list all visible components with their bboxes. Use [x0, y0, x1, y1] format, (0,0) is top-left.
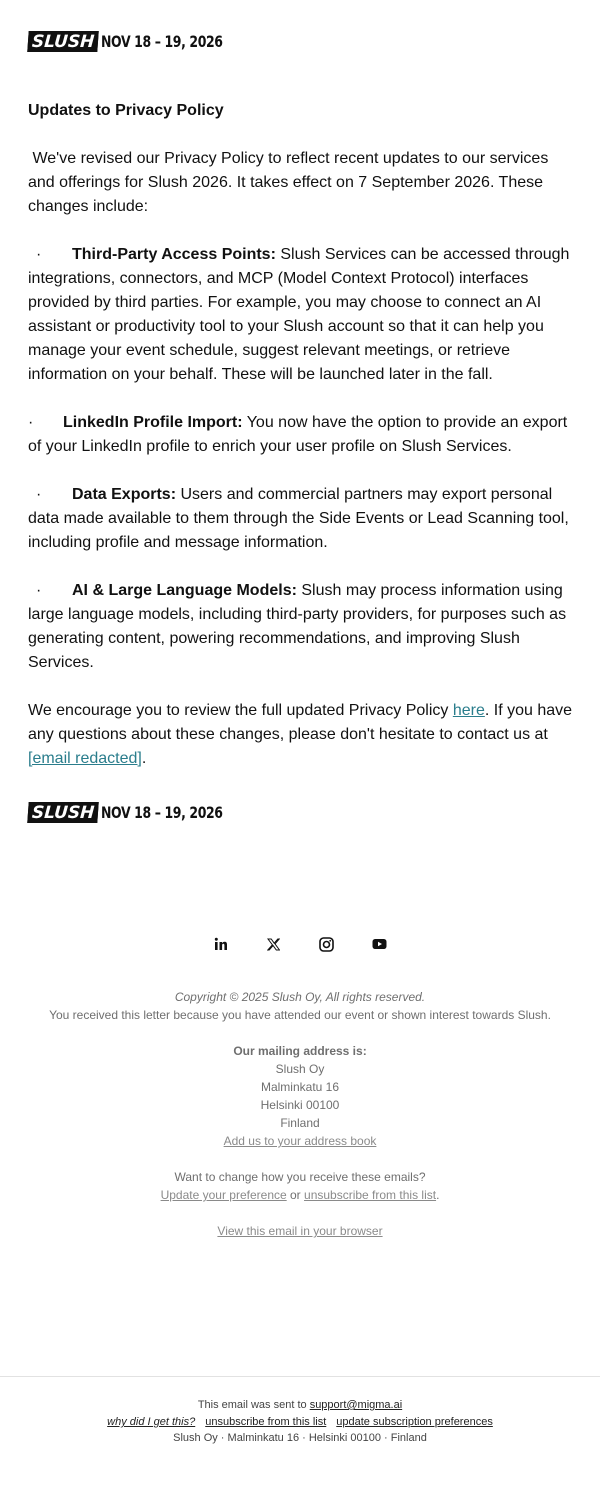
- address-line: Malminkatu 16: [260, 1080, 340, 1094]
- bullet-ai-llm: [28, 579, 574, 675]
- bullet-heading: AI & Large Language Models:: [72, 582, 297, 599]
- bottom-sent-to: [0, 1397, 600, 1414]
- bullet-linkedin: [28, 411, 574, 459]
- footer-copyright: [0, 988, 600, 1024]
- x-icon[interactable]: [265, 935, 283, 953]
- bullet-text: Slush Services can be accessed through integrations, connectors, and MCP (Model Context Protocol) interfaces provided by third parties. For example, you may choose to connect an AI assistant or productivity tool to your Slush account so that it can help you manage your event schedule, suggest relevant meetings, or retrieve information on your behalf. These will be launched later in the fall.: [28, 246, 570, 383]
- event-dates: NOV 18 – 19, 2026: [101, 803, 224, 822]
- address-line: Finland: [280, 1116, 320, 1130]
- closing-text: . If you have any questions about these changes, please don't hesitate to contact us at: [28, 702, 573, 743]
- address-book-link[interactable]: Add us to your address book: [223, 1134, 377, 1148]
- period-text: .: [436, 1188, 440, 1202]
- bullet-data-exports: [28, 483, 574, 555]
- youtube-icon[interactable]: [371, 935, 389, 953]
- bullet-text: Users and commercial partners may export personal data made available to them through the Side Events or Lead Scanning tool, including profile and message information.: [28, 486, 569, 551]
- bottom-address: Slush Oy · Malminkatu 16 · Helsinki 00100 · Finland: [173, 1432, 427, 1444]
- closing-paragraph: [28, 699, 574, 771]
- bullet-marker: ·: [28, 414, 34, 431]
- footer-logo[interactable]: [28, 802, 257, 823]
- privacy-policy-link[interactable]: here: [452, 702, 485, 719]
- contact-email-link[interactable]: [email redacted]: [28, 750, 142, 767]
- slush-logo: SLUSH: [27, 802, 99, 823]
- sent-to-text: This email was sent to: [197, 1399, 310, 1411]
- reason-text: You received this letter because you have attended our event or shown interest towards Slush.: [49, 1008, 551, 1022]
- address-line: Helsinki 00100: [260, 1098, 340, 1112]
- footer-divider: [0, 1376, 600, 1377]
- closing-text: .: [141, 750, 147, 767]
- mailing-label: Our mailing address is:: [233, 1044, 367, 1058]
- intro-paragraph: We've revised our Privacy Policy to reflect recent updates to our services and offerings for Slush 2026. It takes effect on 7 September 2026. These changes include:: [28, 150, 553, 215]
- unsubscribe-link[interactable]: unsubscribe from this list: [304, 1188, 437, 1202]
- bullet-marker: ·: [36, 246, 42, 263]
- bullet-marker: ·: [36, 582, 42, 599]
- bullet-heading: Data Exports:: [72, 486, 177, 503]
- social-links: [0, 935, 600, 953]
- view-browser-block: [0, 1222, 600, 1240]
- bullet-heading: Third-Party Access Points:: [72, 246, 276, 263]
- bullet-heading: LinkedIn Profile Import:: [63, 414, 243, 431]
- update-subscription-link[interactable]: update subscription preferences: [336, 1416, 493, 1428]
- page-title: Updates to Privacy Policy: [28, 102, 224, 119]
- address-line: Slush Oy: [275, 1062, 325, 1076]
- header-logo[interactable]: [28, 31, 257, 52]
- view-in-browser-link[interactable]: View this email in your browser: [217, 1224, 383, 1238]
- event-dates: NOV 18 – 19, 2026: [101, 32, 224, 51]
- change-prompt: Want to change how you receive these emails?: [174, 1170, 426, 1184]
- bullet-third-party: [28, 243, 574, 387]
- bottom-links: [0, 1414, 600, 1431]
- copyright-text: Copyright © 2025 Slush Oy, All rights reserved.: [174, 990, 426, 1004]
- linkedin-icon[interactable]: [212, 935, 230, 953]
- slush-logo: SLUSH: [27, 31, 99, 52]
- preferences-block: [0, 1168, 600, 1204]
- update-preference-link[interactable]: Update your preference: [160, 1188, 287, 1202]
- sent-to-email-link[interactable]: support@migma.ai: [309, 1399, 403, 1411]
- why-did-i-get-this-link[interactable]: why did I get this?: [107, 1416, 196, 1428]
- instagram-icon[interactable]: [318, 935, 336, 953]
- closing-text: We encourage you to review the full updated Privacy Policy: [28, 702, 453, 719]
- bottom-unsubscribe-link[interactable]: unsubscribe from this list: [205, 1416, 327, 1428]
- mailing-address-block: [0, 1042, 600, 1150]
- bullet-text: You now have the option to provide an export of your LinkedIn profile to enrich your user profile on Slush Services.: [28, 414, 568, 455]
- or-text: or: [286, 1188, 305, 1202]
- bullet-text: Slush may process information using large language models, including third-party providers, for purposes such as generating content, powering recommendations, and improving Slush Services.: [28, 582, 567, 671]
- bullet-marker: ·: [36, 486, 42, 503]
